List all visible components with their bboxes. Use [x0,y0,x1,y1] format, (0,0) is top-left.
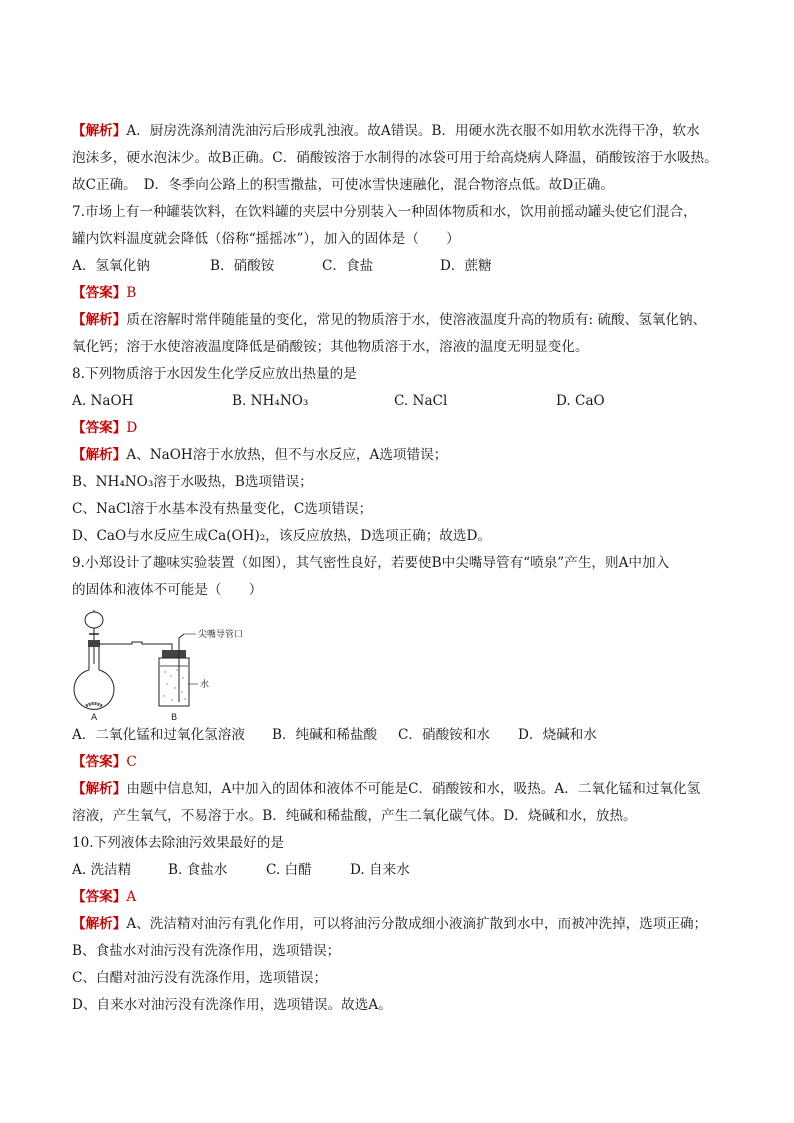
q7-option-a: A．氢氧化钠 [72,258,150,274]
q9-option-c: C．硝酸铵和水 [398,727,490,743]
water-dots [163,669,185,700]
q8-option-d: D. CaO [556,393,605,409]
q10-analysis-line-b: B、食盐水对油污没有洗涤作用，选项错误； [72,943,341,959]
bottle-water [160,666,188,705]
answer-tag: 【答案】 [72,754,127,770]
q6-analysis-line-2: 泡沫多，硬水泡沫少。故B正确。C．硝酸铵溶于水制得的冰袋可用于给高烧病人降温，硝酸铵溶于水吸热。 [72,150,718,166]
q10-option-d: D. 自来水 [350,862,410,878]
q8-analysis-line-a [72,442,732,469]
q10-option-a: A. 洗洁精 [72,862,132,878]
q10-analysis-line-d: D、自来水对油污没有洗涤作用，选项错误。故选A。 [72,997,392,1013]
q6-analysis-line-1 [72,118,732,145]
q8-analysis-text-a: A、NaOH溶于水放热，但不与水反应，A选项错误； [126,447,448,463]
fountain-apparatus-diagram [72,604,732,722]
q10-analysis-line-c: C、白醋对油污没有洗涤作用，选项错误； [72,970,328,986]
q8-options [72,388,732,415]
q8-option-c: C. NaCl [394,393,448,409]
q8-answer: D [126,420,138,436]
q8-analysis-line-d: D、CaO与水反应生成Ca(OH)₂，该反应放热，D选项正确；故选D。 [72,528,491,544]
apparatus-drawing [72,604,292,722]
q9-analysis-line-1 [72,776,732,803]
q7-answer-line [72,280,732,307]
q9-stem-line-2: 的固体和液体不可能是（ ） [72,582,263,598]
bottle-stopper [162,650,186,658]
q7-analysis-line-1 [72,307,732,334]
analysis-tag: 【解析】 [72,312,127,328]
q10-option-b: B. 食盐水 [168,862,228,878]
q9-option-d: D．烧碱和水 [518,727,597,743]
q7-stem-line-1: 7.市场上有一种罐装饮料，在饮料罐的夹层中分别装入一种固体物质和水，饮用前摇动罐头使它们混合， [72,204,697,220]
q7-stem-line-2: 罐内饮料温度就会降低（俗称“摇摇冰”），加入的固体是（ ） [72,231,460,247]
q8-option-a: A. NaOH [72,393,134,409]
q7-analysis-line-2: 氧化钙；溶于水使溶液温度降低是硝酸铵；其他物质溶于水，溶液的温度无明显变化。 [72,339,589,355]
q9-options [72,722,732,749]
analysis-tag: 【解析】 [72,447,127,463]
funnel-bulb [85,612,103,628]
answer-tag: 【答案】 [72,420,127,436]
q6-analysis-text-1: A．厨房洗涤剂清洗油污后形成乳浊液。故A错误。B．用硬水洗衣服不如用软水洗得干净，软水 [126,123,700,139]
q8-analysis-line-c: C、NaCl溶于水基本没有热量变化，C选项错误； [72,501,373,517]
q10-options [72,857,732,884]
q7-option-b: B．硝酸铵 [210,258,275,274]
q7-option-c: C．食盐 [322,258,374,274]
flask-solid [86,704,102,707]
label-water: 水 [200,680,210,690]
analysis-tag: 【解析】 [72,781,127,797]
q9-answer-line [72,749,732,776]
q10-analysis-line-a [72,911,732,938]
label-b: B [171,713,178,722]
q8-analysis-line-b: B、NH₄NO₃溶于水吸热，B选项错误； [72,474,313,490]
q10-answer-line [72,884,732,911]
q8-stem: 8.下列物质溶于水因发生化学反应放出热量的是 [72,366,357,382]
q9-answer: C [126,754,137,770]
q7-options [72,253,732,280]
delivery-tube [99,642,172,654]
q9-option-a: A．二氧化锰和过氧化氢溶液 [72,727,245,743]
flask-body [74,670,114,709]
answer-tag: 【答案】 [72,285,127,301]
q10-analysis-text-a: A、洗洁精对油污有乳化作用，可以将油污分散成细小液滴扩散到水中，而被冲洗掉，选项正确； [126,916,708,932]
q10-answer: A [126,889,137,905]
analysis-tag: 【解析】 [72,916,127,932]
q9-analysis-line-2: 溶液，产生氧气，不易溶于水。B．纯碱和稀盐酸，产生二氧化碳气体。D．烧碱和水，放热。 [72,808,637,824]
q6-analysis-line-3: 故C正确。 D．冬季向公路上的积雪撒盐，可使冰雪快速融化，混合物溶点低。故D正确。 [72,177,614,193]
label-a: A [91,713,98,722]
answer-tag: 【答案】 [72,889,127,905]
label-nozzle: 尖嘴导管口 [198,630,244,640]
q9-option-b: B．纯碱和稀盐酸 [272,727,378,743]
q10-option-c: C. 白醋 [266,862,312,878]
document-page [72,118,732,1019]
q9-stem-line-1: 9.小郑设计了趣味实验装置（如图），其气密性良好，若要使B中尖嘴导管有“喷泉”产生，则A中加入 [72,555,670,571]
flask-stopper [88,640,100,647]
q8-option-b: B. NH₄NO₃ [232,393,309,409]
q9-analysis-text-1: 由题中信息知，A中加入的固体和液体不可能是C．硝酸铵和水，吸热。A．二氧化锰和过氧化氢 [126,781,701,797]
q7-answer: B [126,285,137,301]
analysis-tag: 【解析】 [72,123,127,139]
q7-analysis-text-1: 质在溶解时常伴随能量的变化，常见的物质溶于水，使溶液温度升高的物质有: 硫酸、氢氧化钠、 [126,312,707,328]
q10-stem: 10.下列液体去除油污效果最好的是 [72,835,284,851]
q8-answer-line [72,415,732,442]
q7-option-d: D．蔗糖 [440,258,492,274]
